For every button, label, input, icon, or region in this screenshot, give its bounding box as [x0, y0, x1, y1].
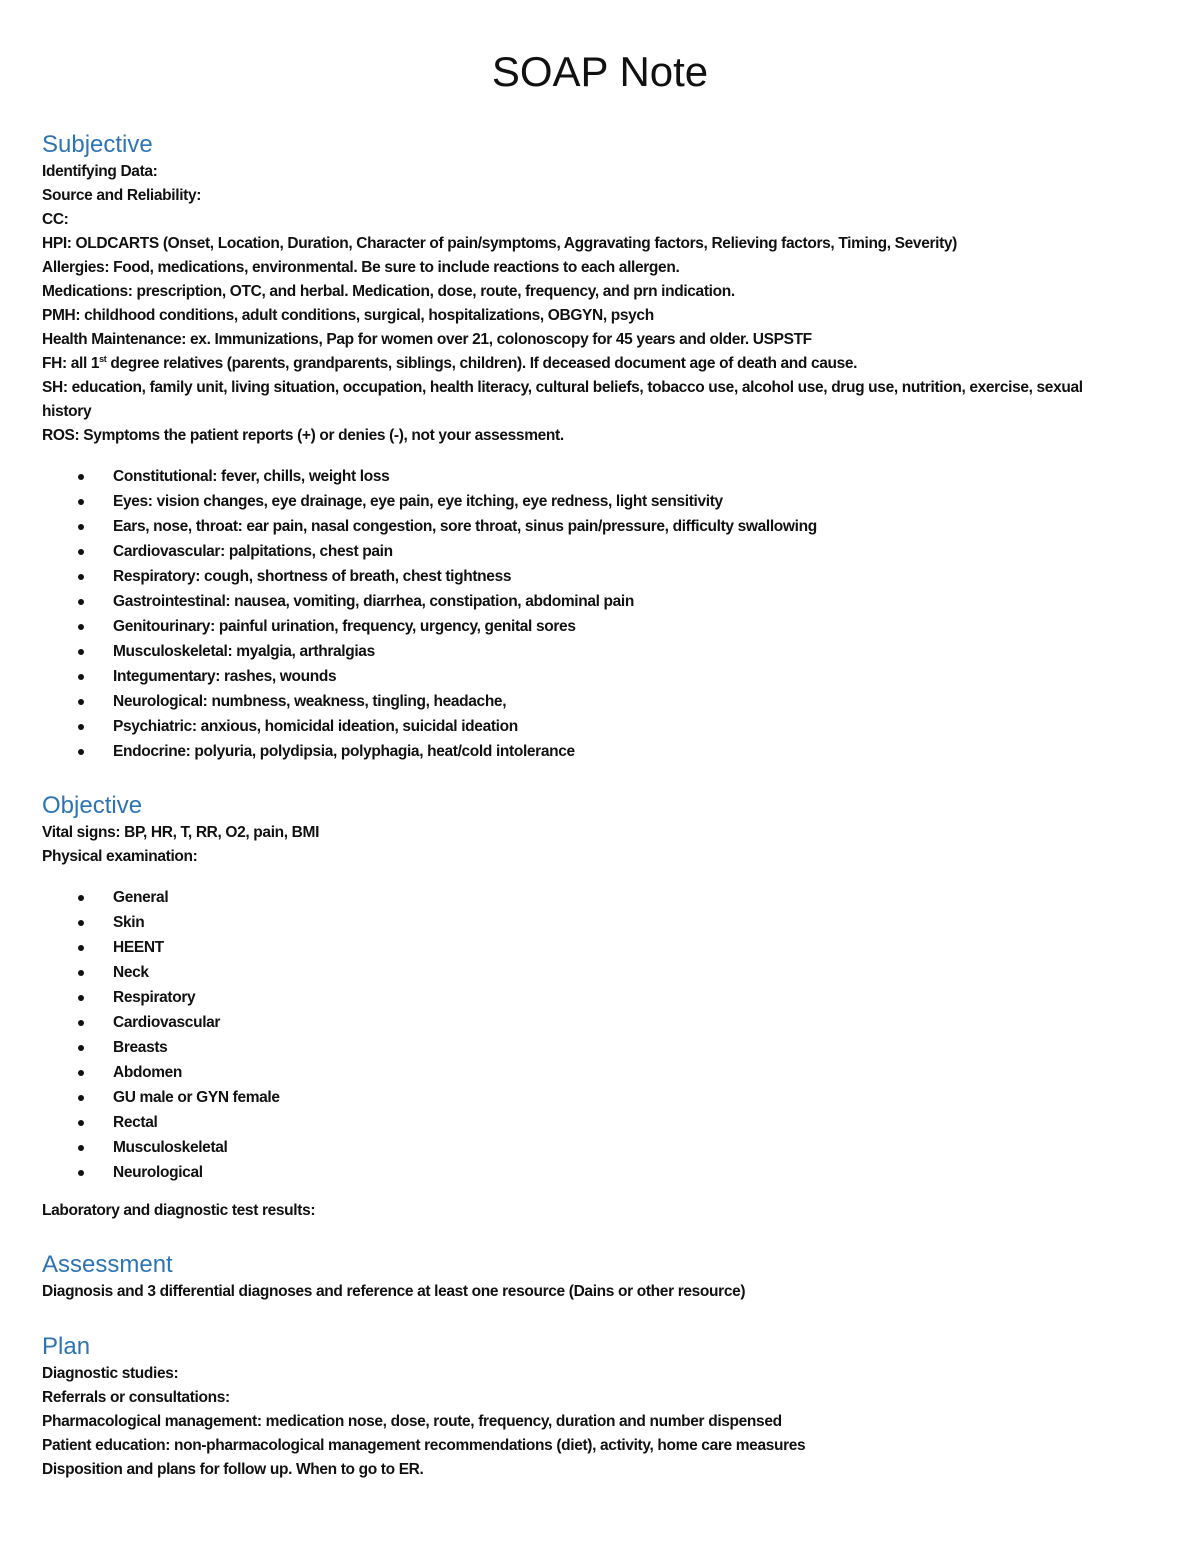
list-item — [42, 1110, 1152, 1135]
list-item — [42, 935, 1152, 960]
fh-rest: degree relatives (parents, grandparents, siblings, children). If deceased document age of death and cause. — [106, 355, 858, 372]
list-item-text: Abdomen — [113, 1064, 183, 1081]
list-item-text: General — [113, 889, 169, 906]
objective-section — [42, 791, 1152, 1223]
line-sh: SH: education, family unit, living situation, occupation, health literacy, cultural beliefs, tobacco use, alcohol use, drug use, nutrition, exercise, sexual history — [42, 379, 1083, 420]
assessment-section — [42, 1250, 1152, 1304]
plan-section — [42, 1332, 1152, 1482]
line-hpi: HPI: OLDCARTS (Onset, Location, Duration, Character of pain/symptoms, Aggravating factors, Relieving factors, Timing, Severity) — [42, 235, 957, 252]
list-item-text: Ears, nose, throat: ear pain, nasal congestion, sore throat, sinus pain/pressure, difficulty swallowing — [113, 518, 817, 535]
list-item-text: GU male or GYN female — [113, 1089, 280, 1106]
list-item-text: Skin — [113, 914, 145, 931]
list-item — [42, 739, 1152, 764]
page-title: SOAP Note — [491, 48, 709, 95]
bullet-icon — [78, 474, 84, 480]
bullet-icon — [78, 549, 84, 555]
ros-list — [42, 464, 1152, 764]
list-item — [42, 1160, 1152, 1185]
list-item — [42, 664, 1152, 689]
bullet-icon — [78, 499, 84, 505]
bullet-icon — [78, 674, 84, 680]
list-item — [42, 1135, 1152, 1160]
list-item-text: Neck — [113, 964, 149, 981]
bullet-icon — [78, 1095, 84, 1101]
bullet-icon — [78, 699, 84, 705]
subjective-heading: Subjective — [42, 131, 153, 158]
list-item — [42, 689, 1152, 714]
list-item-text: Breasts — [113, 1039, 168, 1056]
plan-heading: Plan — [42, 1333, 91, 1360]
line-vitals: Vital signs: BP, HR, T, RR, O2, pain, BMI — [42, 824, 320, 841]
bullet-icon — [78, 1120, 84, 1126]
bullet-icon — [78, 1070, 84, 1076]
objective-heading: Objective — [42, 792, 143, 819]
list-item-text: HEENT — [113, 939, 164, 956]
bullet-icon — [78, 599, 84, 605]
list-item-text: Musculoskeletal: myalgia, arthralgias — [113, 643, 375, 660]
bullet-icon — [78, 970, 84, 976]
bullet-icon — [78, 1020, 84, 1026]
list-item-text: Neurological: numbness, weakness, tingling, headache, — [113, 693, 507, 710]
list-item — [42, 1060, 1152, 1085]
line-pmh: PMH: childhood conditions, adult conditions, surgical, hospitalizations, OBGYN, psych — [42, 307, 654, 324]
assessment-heading: Assessment — [42, 1251, 173, 1278]
exam-list — [42, 885, 1152, 1185]
bullet-icon — [78, 1145, 84, 1151]
list-item-text: Cardiovascular — [113, 1014, 221, 1031]
line-cc: CC: — [42, 211, 69, 228]
list-item-text: Rectal — [113, 1114, 158, 1131]
line-assessment: Diagnosis and 3 differential diagnoses and reference at least one resource (Dains or other resource) — [42, 1283, 746, 1300]
list-item-text: Genitourinary: painful urination, frequency, urgency, genital sores — [113, 618, 576, 635]
list-item — [42, 910, 1152, 935]
bullet-icon — [78, 624, 84, 630]
bullet-icon — [78, 1045, 84, 1051]
line-disposition: Disposition and plans for follow up. When to go to ER. — [42, 1461, 424, 1478]
line-fh — [42, 352, 1152, 376]
bullet-icon — [78, 524, 84, 530]
list-item-text: Respiratory: cough, shortness of breath, chest tightness — [113, 568, 512, 585]
line-identifying-data: Identifying Data: — [42, 163, 158, 180]
line-health-maintenance: Health Maintenance: ex. Immunizations, Pap for women over 21, colonoscopy for 45 years and older. USPSTF — [42, 331, 812, 348]
list-item — [42, 985, 1152, 1010]
list-item-text: Endocrine: polyuria, polydipsia, polyphagia, heat/cold intolerance — [113, 743, 575, 760]
bullet-icon — [78, 724, 84, 730]
bullet-icon — [78, 995, 84, 1001]
list-item-text: Constitutional: fever, chills, weight loss — [113, 468, 390, 485]
line-medications: Medications: prescription, OTC, and herbal. Medication, dose, route, frequency, and prn indication. — [42, 283, 735, 300]
list-item-text: Respiratory — [113, 989, 196, 1006]
list-item — [42, 464, 1152, 489]
list-item-text: Gastrointestinal: nausea, vomiting, diarrhea, constipation, abdominal pain — [113, 593, 634, 610]
list-item — [42, 1085, 1152, 1110]
line-ros: ROS: Symptoms the patient reports (+) or denies (-), not your assessment. — [42, 427, 564, 444]
list-item — [42, 589, 1152, 614]
line-pharmacological: Pharmacological management: medication nose, dose, route, frequency, duration and number dispensed — [42, 1413, 782, 1430]
list-item — [42, 489, 1152, 514]
list-item — [42, 564, 1152, 589]
fh-sup: st — [99, 353, 107, 364]
bullet-icon — [78, 749, 84, 755]
line-physical: Physical examination: — [42, 848, 198, 865]
list-item — [42, 639, 1152, 664]
line-allergies: Allergies: Food, medications, environmental. Be sure to include reactions to each allergen. — [42, 259, 680, 276]
bullet-icon — [78, 649, 84, 655]
list-item — [42, 614, 1152, 639]
list-item-text: Cardiovascular: palpitations, chest pain — [113, 543, 393, 560]
bullet-icon — [78, 1170, 84, 1176]
list-item-text: Musculoskeletal — [113, 1139, 228, 1156]
line-labs: Laboratory and diagnostic test results: — [42, 1202, 316, 1219]
bullet-icon — [78, 895, 84, 901]
list-item — [42, 885, 1152, 910]
line-diagnostic: Diagnostic studies: — [42, 1365, 179, 1382]
list-item-text: Integumentary: rashes, wounds — [113, 668, 337, 685]
list-item-text: Psychiatric: anxious, homicidal ideation, suicidal ideation — [113, 718, 518, 735]
list-item-text: Neurological — [113, 1164, 203, 1181]
list-item — [42, 1035, 1152, 1060]
line-source: Source and Reliability: — [42, 187, 202, 204]
line-referrals: Referrals or consultations: — [42, 1389, 230, 1406]
list-item — [42, 714, 1152, 739]
subjective-section — [42, 130, 1152, 764]
list-item — [42, 1010, 1152, 1035]
list-item — [42, 960, 1152, 985]
list-item — [42, 539, 1152, 564]
bullet-icon — [78, 945, 84, 951]
bullet-icon — [78, 574, 84, 580]
bullet-icon — [78, 920, 84, 926]
fh-prefix: FH: all 1 — [42, 355, 100, 372]
line-education: Patient education: non-pharmacological management recommendations (diet), activity, home care measures — [42, 1437, 806, 1454]
list-item — [42, 514, 1152, 539]
list-item-text: Eyes: vision changes, eye drainage, eye pain, eye itching, eye redness, light sensitivity — [113, 493, 723, 510]
